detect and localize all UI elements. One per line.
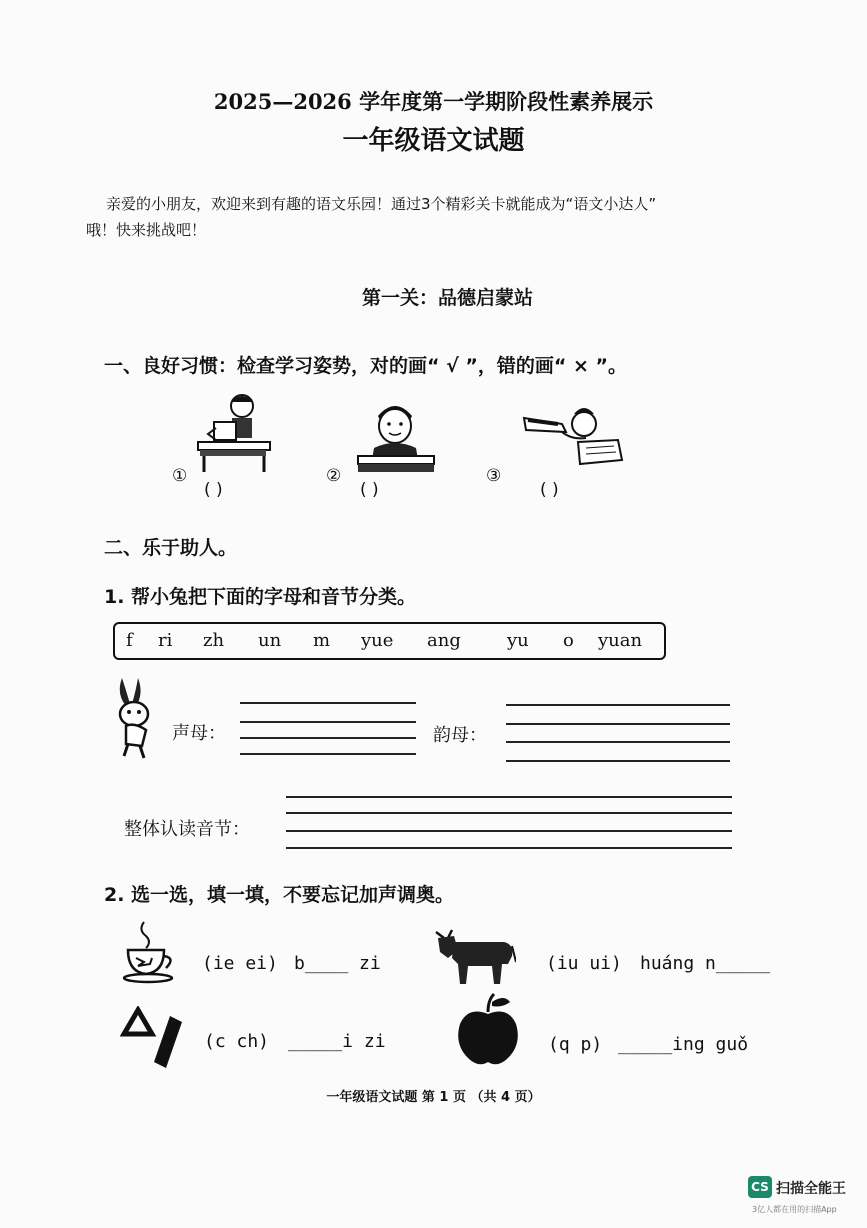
pinyin-item: ang bbox=[427, 630, 461, 651]
cow-icon bbox=[434, 928, 516, 986]
item-number-2: ② bbox=[326, 466, 342, 486]
shengmu-answer-line[interactable] bbox=[240, 737, 416, 739]
zhengti-answer-line[interactable] bbox=[286, 796, 732, 798]
section2-title: 二、乐于助人。 bbox=[104, 537, 238, 559]
pinyin-item: un bbox=[258, 630, 282, 651]
intro-line1: 亲爱的小朋友，欢迎来到有趣的语文乐园！通过3个精彩关卡就能成为“语文小达人” bbox=[106, 195, 657, 213]
pinyin-item: yue bbox=[361, 630, 394, 651]
answer-paren-2[interactable]: ( ) bbox=[360, 480, 379, 500]
fill-options-4: (q p) bbox=[548, 1034, 603, 1055]
pinyin-item: yuan bbox=[598, 630, 643, 651]
yunmu-answer-line[interactable] bbox=[506, 704, 730, 706]
yunmu-label: 韵母： bbox=[433, 725, 487, 746]
section1-question: 一、良好习惯：检查学习姿势，对的画“ √ ”，错的画“ × ”。 bbox=[104, 355, 628, 377]
pinyin-item: yu bbox=[507, 630, 529, 651]
apple-icon bbox=[454, 992, 524, 1068]
shengmu-answer-line[interactable] bbox=[240, 753, 416, 755]
pinyin-item: m bbox=[313, 630, 331, 651]
exam-title-line1: 2025—2026 学年度第一学期阶段性素养展示 bbox=[213, 89, 654, 114]
shengmu-label: 声母： bbox=[172, 723, 226, 744]
fill-blank-3[interactable]: _____i zi bbox=[288, 1031, 386, 1052]
answer-paren-3[interactable]: ( ) bbox=[540, 480, 559, 500]
intro-line2: 哦！快来挑战吧！ bbox=[86, 221, 207, 239]
posture-image-2 bbox=[352, 398, 438, 474]
cup-icon bbox=[122, 920, 178, 984]
zhengti-answer-line[interactable] bbox=[286, 830, 732, 832]
level1-title: 第一关：品德启蒙站 bbox=[361, 287, 533, 309]
shengmu-answer-line[interactable] bbox=[240, 721, 416, 723]
item-number-1: ① bbox=[172, 466, 188, 486]
pinyin-item: o bbox=[563, 630, 574, 651]
scanner-logo: CS bbox=[748, 1176, 772, 1198]
page-footer: 一年级语文试题 第 1 页 （共 4 页） bbox=[326, 1090, 541, 1105]
item-number-3: ③ bbox=[486, 466, 502, 486]
rabbit-icon bbox=[112, 676, 156, 760]
posture-image-3 bbox=[522, 402, 626, 472]
posture-image-1 bbox=[196, 392, 276, 472]
fill-options-3: (c ch) bbox=[204, 1031, 270, 1052]
question-2-1: 1. 帮小兔把下面的字母和音节分类。 bbox=[104, 586, 417, 608]
shengmu-answer-line[interactable] bbox=[240, 702, 416, 704]
zhengti-answer-line[interactable] bbox=[286, 812, 732, 814]
ruler-icon bbox=[120, 1006, 186, 1070]
pinyin-item: f bbox=[126, 630, 133, 651]
yunmu-answer-line[interactable] bbox=[506, 741, 730, 743]
fill-blank-1[interactable]: b____ zi bbox=[294, 953, 381, 974]
fill-blank-2[interactable]: huáng n_____ bbox=[640, 953, 771, 974]
fill-options-2: (iu ui) bbox=[546, 953, 622, 974]
answer-paren-1[interactable]: ( ) bbox=[204, 480, 223, 500]
fill-options-1: (ie ei) bbox=[202, 953, 278, 974]
pinyin-item: ri bbox=[158, 630, 173, 651]
zhengti-label: 整体认读音节： bbox=[124, 819, 250, 840]
scanner-tagline: 3亿人都在用的扫描App bbox=[752, 1205, 837, 1214]
zhengti-answer-line[interactable] bbox=[286, 847, 732, 849]
scanner-brand: 扫描全能王 bbox=[776, 1181, 846, 1197]
exam-title-line2: 一年级语文试题 bbox=[342, 126, 525, 156]
yunmu-answer-line[interactable] bbox=[506, 723, 730, 725]
pinyin-item: zh bbox=[203, 630, 225, 651]
fill-blank-4[interactable]: _____ing guǒ bbox=[618, 1034, 749, 1055]
yunmu-answer-line[interactable] bbox=[506, 760, 730, 762]
question-2-2: 2. 选一选，填一填，不要忘记加声调奥。 bbox=[104, 884, 455, 906]
